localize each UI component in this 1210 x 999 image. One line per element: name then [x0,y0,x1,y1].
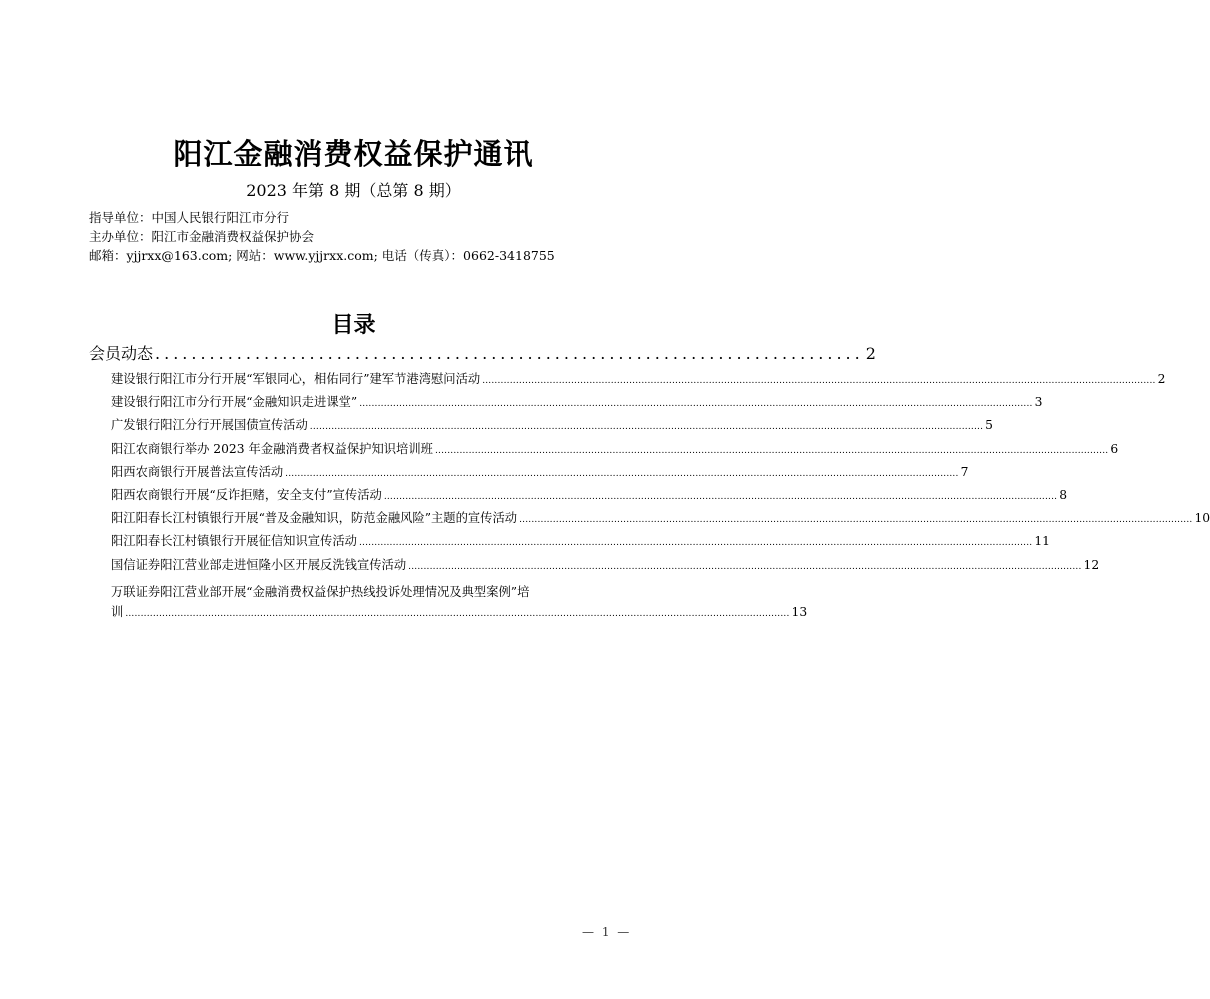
contact-info: 邮箱：yjjrxx@163.com; 网站：www.yjjrxx.com; 电话（传真）：0662-3418755 [89,248,555,263]
host-unit: 主办单位：阳江市金融消费权益保护协会 [89,229,315,244]
toc-item-page: 11 [1034,534,1050,549]
toc-item-page: 3 [1034,395,1043,410]
toc-item-page: 5 [985,418,993,433]
toc-item-page: 13 [791,605,808,619]
toc-item[interactable] [111,393,1043,413]
toc-item-page: 10 [1194,511,1210,526]
toc-leader-dots: ............................................................................................................................................................................................................................ [408,561,1082,572]
toc-item-page: 12 [1083,557,1100,572]
toc-item-page: 8 [1059,488,1068,502]
toc-item[interactable] [111,463,969,483]
toc-item-label: 广发银行阳江分行开展国债宣传活动 [111,418,308,433]
toc-leader-dots: ............................................................................................................................................................................................................................ [358,538,1033,549]
toc-item-label: 建设银行阳江市分行开展“军银同心，相佑同行”建军节港湾慰问活动 [111,372,481,386]
toc-item-page: 7 [960,464,969,479]
toc-item[interactable] [111,416,993,436]
toc-item-label: 阳江阳春长江村镇银行开展征信知识宣传活动 [111,534,357,549]
toc-leader-dots: .............................................................................. [155,344,864,363]
toc-item[interactable] [111,509,1210,529]
toc-item[interactable] [111,532,1050,552]
toc-item[interactable] [111,370,1166,390]
toc-item-label: 训 [111,605,124,619]
toc-leader-dots: ............................................................................................................................................................................................................................ [309,422,984,433]
issue-number: 2023 年第 8 期（总第 8 期） [246,181,461,200]
toc-item-page: 6 [1110,441,1119,456]
toc-item-label: 国信证券阳江营业部走进恒隆小区开展反洗钱宣传活动 [111,557,407,572]
toc-title: 目录 [331,313,376,338]
toc-item-label: 阳江阳春长江村镇银行开展“普及金融知识，防范金融风险”主题的宣传活动 [111,511,518,526]
newsletter-title: 阳江金融消费权益保护通讯 [173,137,534,171]
toc-item-label: 阳西农商银行开展“反诈拒赌，安全支付”宣传活动 [111,488,382,502]
toc-leader-dots: ............................................................................................................................................................................................................................ [383,492,1058,502]
toc-item-wrapped-line1[interactable]: 万联证券阳江营业部开展“金融消费权益保护热线投诉处理情况及典型案例”培 [111,585,530,599]
toc-leader-dots: ............................................................................................................................................................................................................................ [434,445,1109,456]
toc-leader-dots: ......................................................................................................................................................................................................................... [125,609,790,619]
toc-item[interactable] [111,486,1068,506]
toc-item-label: 阳江农商银行举办 2023 年金融消费者权益保护知识培训班 [111,441,433,456]
page-number-footer: — 1 — [582,925,632,939]
toc-section-member-news[interactable] [89,342,876,366]
toc-section-page: 2 [865,344,876,363]
toc-leader-dots: ............................................................................................................................................................................................................................ [359,399,1033,410]
toc-item[interactable] [111,440,1119,460]
toc-leader-dots: ............................................................................................................................................................................................................................ [519,515,1193,526]
toc-item-page: 2 [1157,372,1166,386]
toc-leader-dots: ............................................................................................................................................................................................................................ [285,468,959,479]
toc-item-label: 阳西农商银行开展普法宣传活动 [111,464,284,479]
toc-leader-dots: ............................................................................................................................................................................................................................ [482,376,1156,386]
guidance-unit: 指导单位：中国人民银行阳江市分行 [89,210,290,225]
toc-item-wrapped-line2[interactable] [111,603,808,623]
toc-section-label: 会员动态 [89,344,154,363]
toc-item[interactable] [111,556,1100,576]
toc-item-label: 建设银行阳江市分行开展“金融知识走进课堂” [111,395,358,410]
